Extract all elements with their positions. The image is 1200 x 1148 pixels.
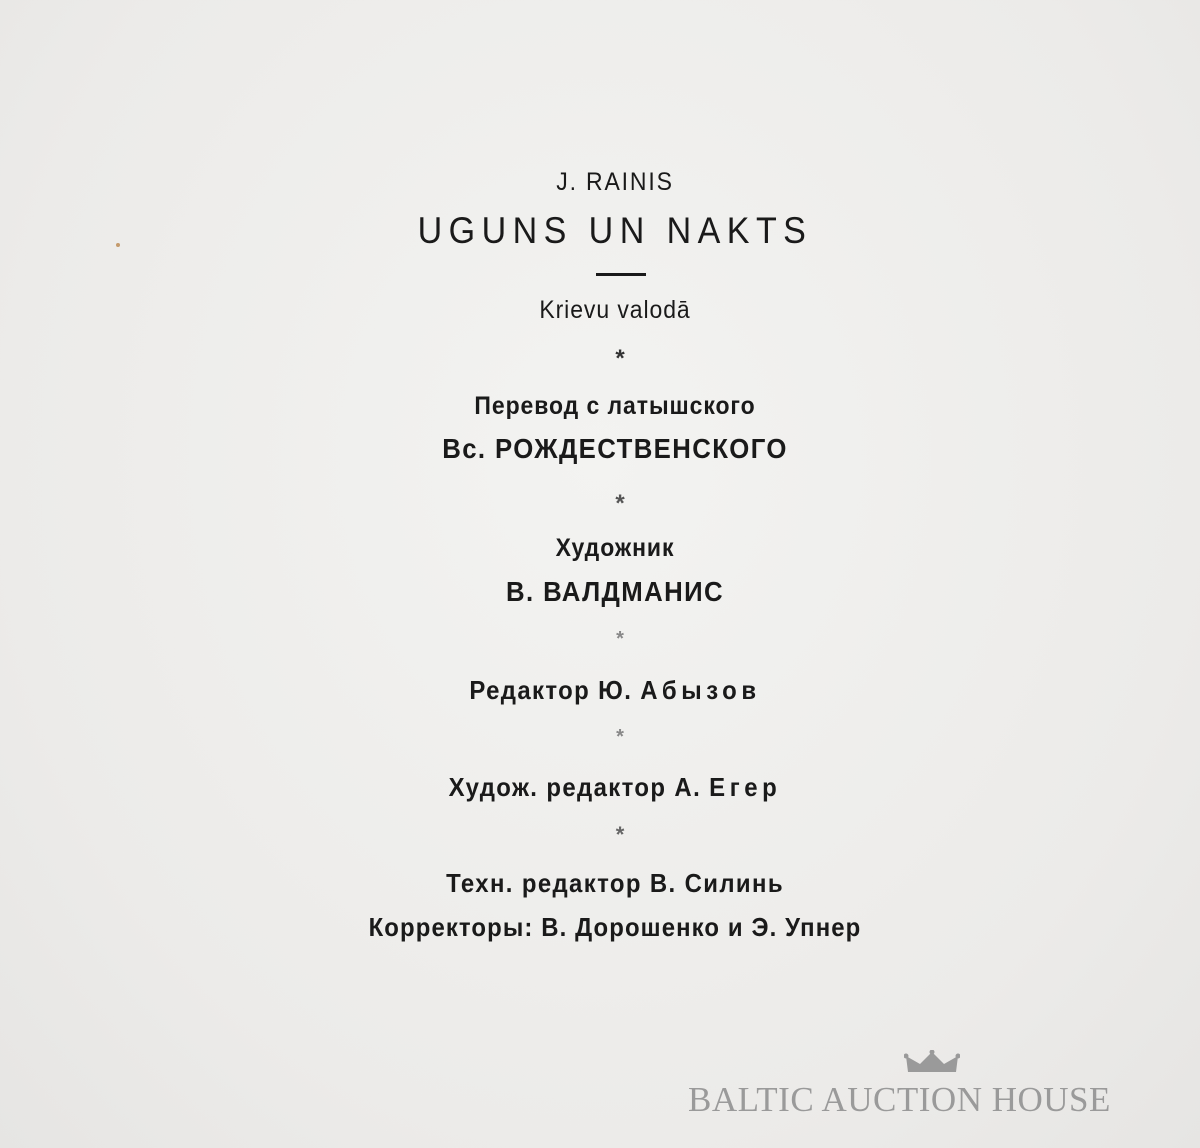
artist-label: Художник — [555, 534, 675, 562]
art-editor-name: Егер — [709, 772, 782, 802]
editor-label: Редактор Ю. — [469, 675, 633, 705]
editor-credit — [49, 675, 1181, 706]
separator-asterisk: * — [616, 726, 624, 748]
art-editor-label: Худож. редактор А. — [448, 772, 702, 802]
translation-label: Перевод с латышского — [474, 392, 756, 420]
book-title: UGUNS UN NAKTS — [417, 210, 813, 251]
art-editor-credit — [49, 772, 1181, 803]
separator-asterisk: * — [615, 490, 625, 517]
tech-editor-credit: Техн. редактор В. Силинь — [446, 868, 784, 898]
separator-asterisk: * — [616, 628, 624, 650]
artist-name: В. ВАЛДМАНИС — [506, 576, 724, 607]
separator-asterisk: * — [615, 345, 625, 372]
crown-icon — [904, 1050, 960, 1076]
auction-house-watermark: BALTIC AUCTION HOUSE — [688, 1080, 1111, 1119]
correctors-credit: Корректоры: В. Дорошенко и Э. Упнер — [368, 912, 862, 942]
editor-name: Абызов — [640, 675, 761, 705]
translator-name: Вс. РОЖДЕСТВЕНСКОГО — [442, 433, 788, 464]
language-note: Krievu valodā — [539, 296, 691, 324]
separator-asterisk: * — [615, 822, 625, 847]
author-name: J. RAINIS — [556, 168, 674, 196]
title-rule-divider — [596, 273, 646, 276]
